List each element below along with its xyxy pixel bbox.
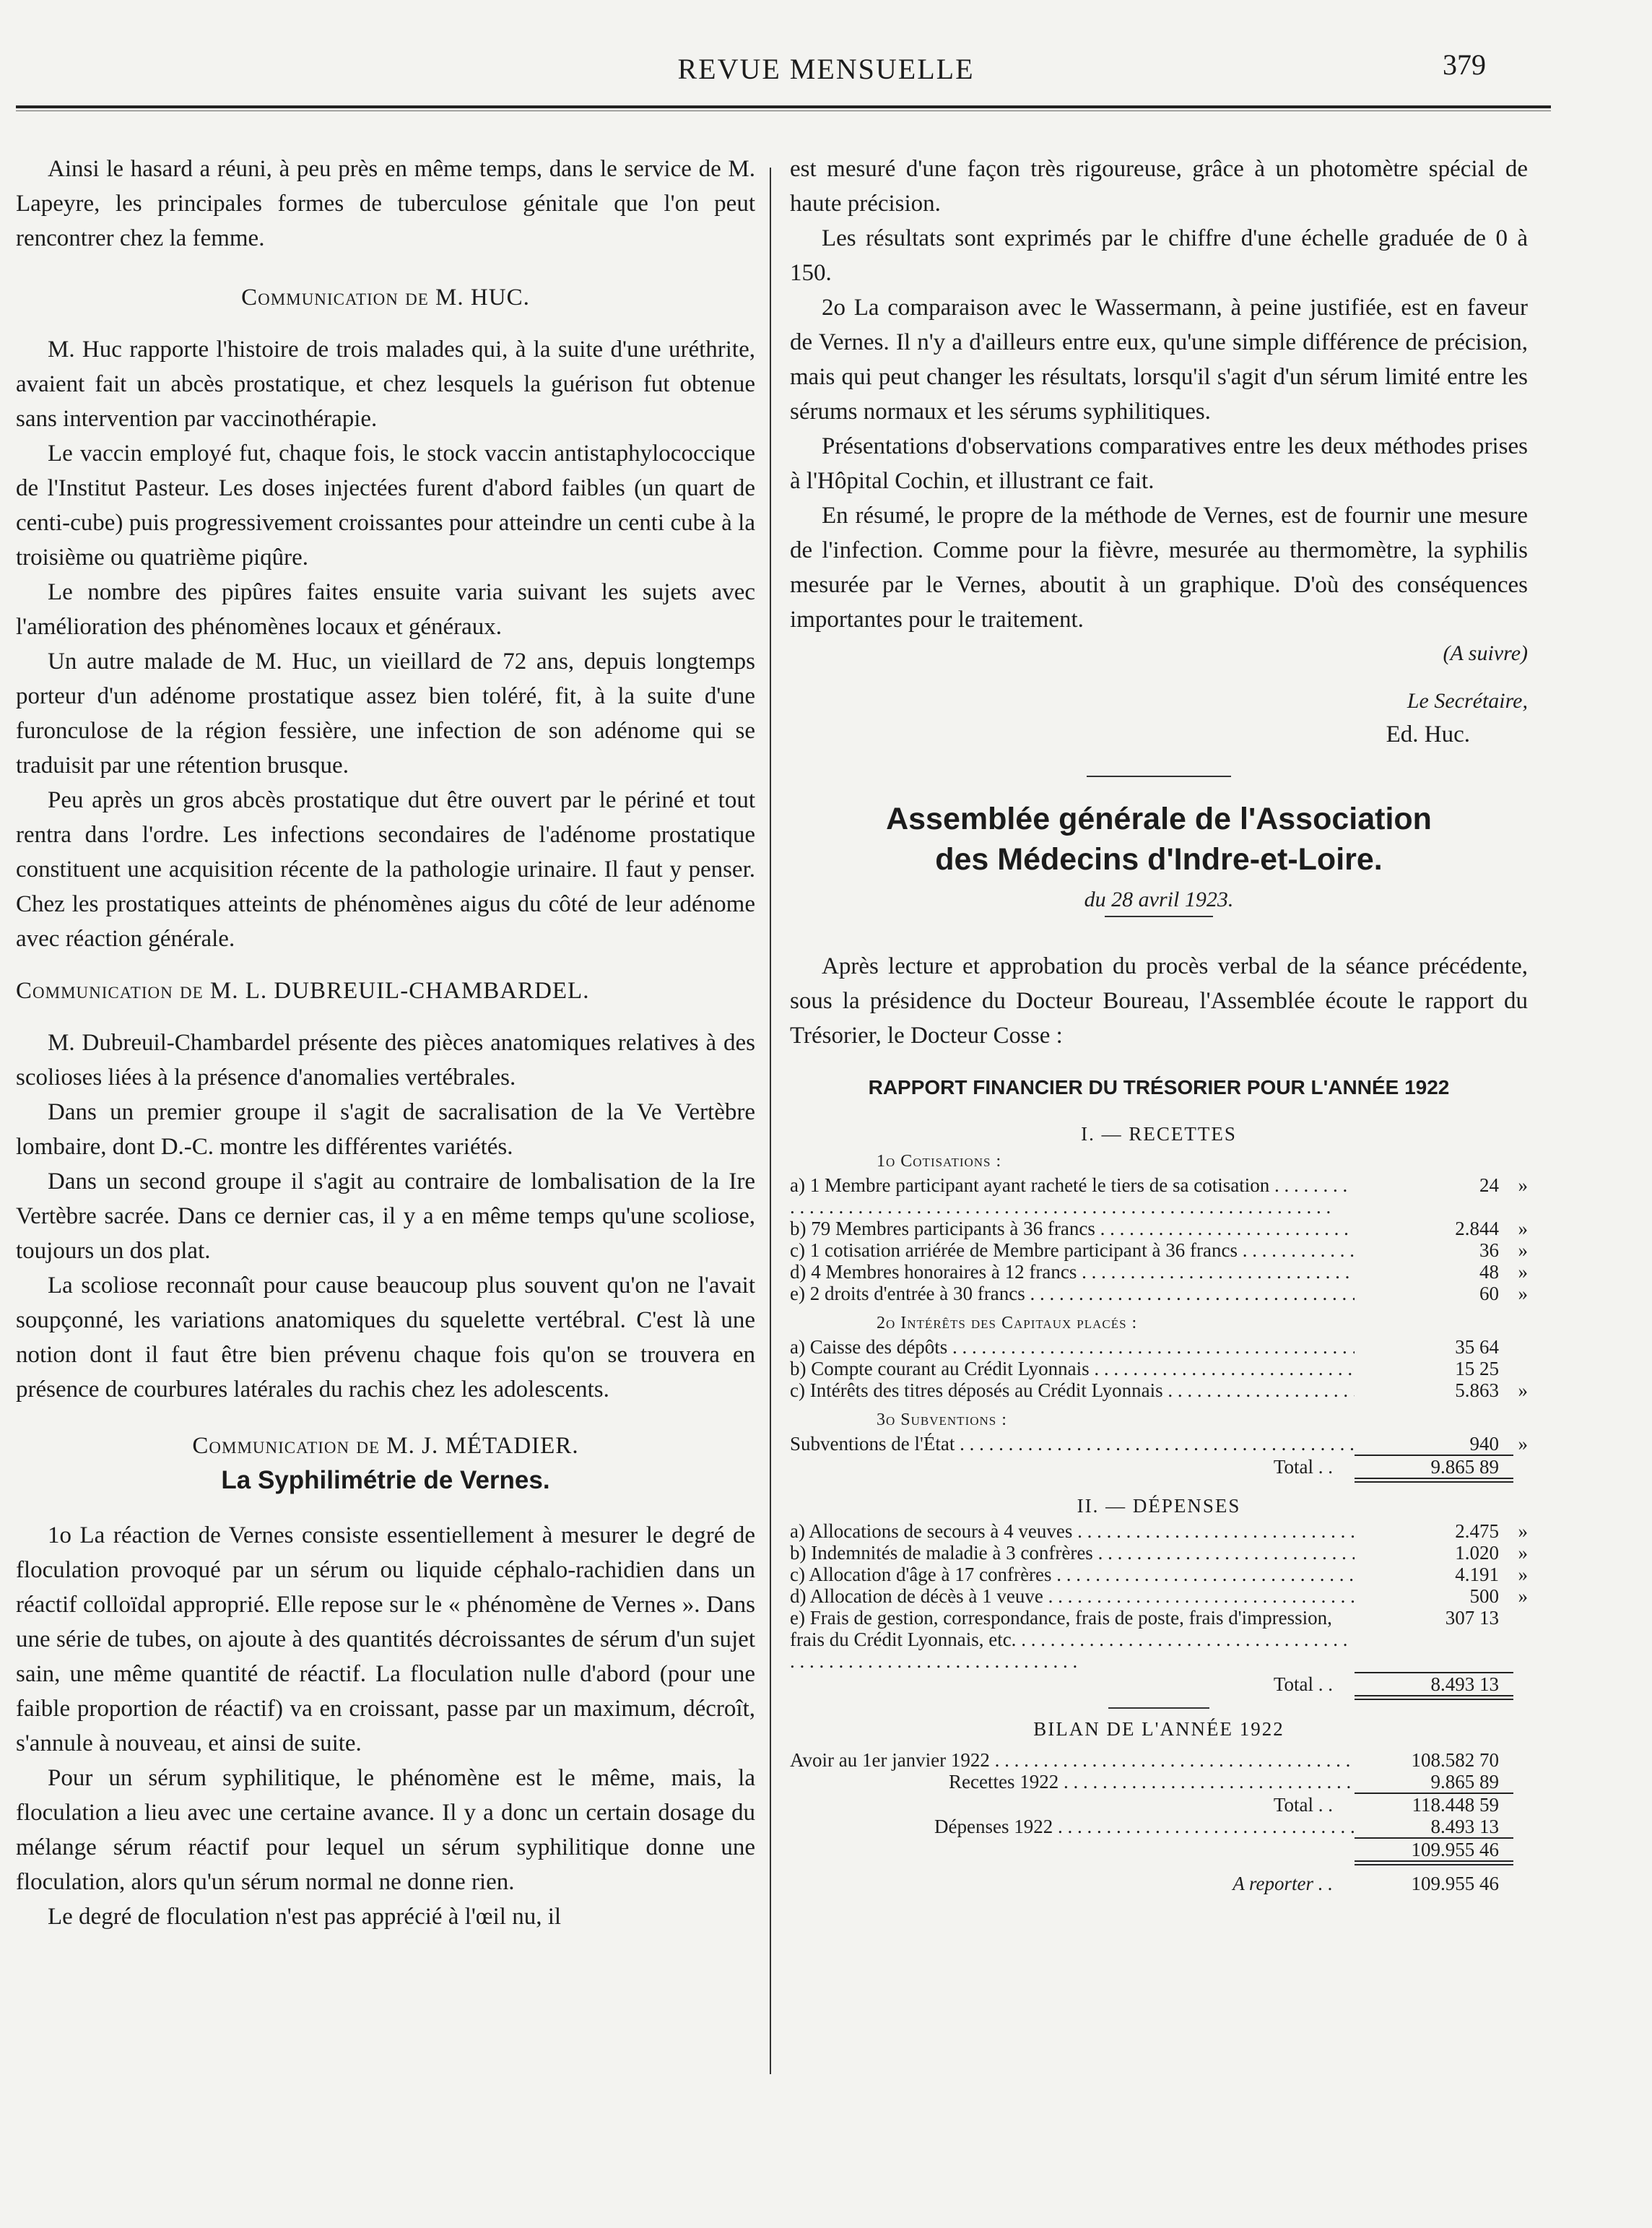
total-label: Total . . <box>790 1673 1355 1695</box>
fin-row <box>790 1174 1528 1218</box>
fin-row <box>790 1218 1528 1239</box>
metadier-article-title: La Syphilimétrie de Vernes. <box>221 1466 550 1494</box>
fin-amount: 307 13 <box>1445 1607 1499 1629</box>
huc-paragraph-1: M. Huc rapporte l'histoire de trois malades qui, à la suite d'une uréthrite, avaient fait un abcès prostatique, et chez lesquels la guérison fut obtenue sans intervention par vaccinothérapie. <box>16 337 755 432</box>
fin-amount: 36 <box>1479 1239 1499 1261</box>
fin-amount: 9.865 89 <box>1430 1771 1499 1793</box>
right-paragraph-2: Les résultats sont exprimés par le chiffre d'une échelle graduée de 0 à 150. <box>790 225 1528 286</box>
column-divider <box>770 168 771 2074</box>
fin-amount: 35 64 <box>1455 1336 1499 1358</box>
cotisations-heading: 1o Cotisations : <box>877 1152 1002 1171</box>
fin-label: c) 1 cotisation arriérée de Membre participant à 36 francs . . . <box>790 1239 1355 1261</box>
depenses-total: 8.493 13 <box>1430 1673 1499 1695</box>
fin-amount: 4.191 <box>1455 1564 1499 1585</box>
fin-amount: 108.582 70 <box>1411 1749 1499 1771</box>
depenses-heading: II. — DÉPENSES <box>1077 1495 1241 1517</box>
fin-unit <box>1499 1358 1528 1379</box>
assembly-date: du 28 avril 1923. <box>1084 888 1234 911</box>
metadier-paragraph-2: Pour un sérum syphilitique, le phénomène est le même, mais, la floculation a lieu avec une certaine avance. Il y a donc un certain dosage du mélange sérum réactif pour lequel un sérum syphilitique donne une floculation, alors qu'un sérum normal ne donne rien. <box>16 1765 755 1895</box>
fin-unit: » <box>1518 1174 1528 1196</box>
right-paragraph-4: Présentations d'observations comparatives entre les deux méthodes prises à l'Hôpital Cochin, et illustrant ce fait. <box>790 433 1528 494</box>
fin-row <box>790 1564 1528 1585</box>
fin-row <box>790 1336 1528 1358</box>
fin-row <box>790 1358 1528 1379</box>
signature-name: Ed. Huc. <box>1386 721 1470 747</box>
fin-unit: » <box>1518 1433 1528 1455</box>
fin-unit: » <box>1518 1585 1528 1607</box>
fin-label: Subventions de l'État . . . <box>790 1433 1355 1455</box>
fin-label: b) Compte courant au Crédit Lyonnais . . . <box>790 1358 1355 1379</box>
fin-amount: 1.020 <box>1455 1542 1499 1564</box>
subventions-heading: 3o Subventions : <box>877 1410 1007 1429</box>
fin-label: b) Indemnités de maladie à 3 confrères . . . <box>790 1542 1355 1564</box>
fin-amount: 2.475 <box>1455 1520 1499 1542</box>
recettes-total-row <box>790 1456 1528 1478</box>
fin-amount: 60 <box>1479 1283 1499 1304</box>
reporter-row <box>790 1873 1528 1894</box>
fin-label: c) Allocation d'âge à 17 confrères . . . <box>790 1564 1355 1585</box>
fin-row <box>790 1585 1528 1607</box>
reporter-amount: 109.955 46 <box>1411 1873 1499 1894</box>
fin-row <box>790 1542 1528 1564</box>
interets-heading: 2o Intérêts des Capitaux placés : <box>877 1314 1138 1332</box>
huc-section-heading: Communication de M. HUC. <box>241 285 530 311</box>
bilan-heading: BILAN DE L'ANNÉE 1922 <box>1033 1718 1284 1740</box>
metadier-paragraph-1: 1o La réaction de Vernes consiste essentiellement à mesurer le degré de floculation provoqué par un sérum ou liquide céphalo-rachidien dans un réactif colloïdal approprié. Elle repose sur le « phénomène de Vernes ». Dans une série de tubes, on ajoute à des quantités décroissantes de sérum d'un sujet sain, une même quantité de réactif. La floculation nulle d'abord (pour une faible proportion de réactif) va en croissant, passe par un maximum, décroît, s'annule à nouveau, et ainsi de suite. <box>16 1522 755 1756</box>
fin-unit: » <box>1518 1261 1528 1283</box>
huc-paragraph-2: Le vaccin employé fut, chaque fois, le stock vaccin antistaphylococcique de l'Institut Pasteur. Les doses injectées furent d'abord faibles (un quart de centi-cube) puis progressivement croissantes pour atteindre un centi cube à la troisième ou quatrième piqûre. <box>16 441 755 571</box>
fin-row <box>790 1749 1528 1771</box>
fin-unit: » <box>1518 1218 1528 1239</box>
fin-unit <box>1499 1336 1528 1358</box>
assembly-paragraph: Après lecture et approbation du procès verbal de la séance précédente, sous la présidence du Docteur Boureau, l'Assemblée écoute le rapport du Trésorier, le Docteur Cosse : <box>790 953 1528 1049</box>
total-double-rule <box>1355 1695 1513 1700</box>
fin-unit: » <box>1518 1520 1528 1542</box>
right-column <box>790 152 1528 1894</box>
huc-paragraph-3: Le nombre des pipûres faites ensuite varia suivant les sujets avec l'amélioration des phénomènes locaux et généraux. <box>16 579 755 640</box>
recettes-total: 9.865 89 <box>1430 1456 1499 1478</box>
fin-row <box>790 1283 1528 1304</box>
fin-label: Recettes 1922 . . . <box>790 1771 1355 1793</box>
huc-paragraph-4: Un autre malade de M. Huc, un vieillard de 72 ans, depuis longtemps porteur d'un adénome prostatique assez bien toléré, fit, à la suite d'une furonculose de la région fessière, une infection de son adénome qui se traduisit par une rétention brusque. <box>16 649 755 779</box>
fin-row <box>790 1239 1528 1261</box>
fin-label: a) Allocations de secours à 4 veuves . . . <box>790 1520 1355 1542</box>
metadier-paragraph-3: Le degré de floculation n'est pas apprécié à l'œil nu, il <box>48 1904 562 1930</box>
financial-report-title: RAPPORT FINANCIER DU TRÉSORIER POUR L'ANNÉE 1922 <box>868 1076 1450 1098</box>
fin-unit <box>1499 1607 1528 1672</box>
signature-role: Le Secrétaire, <box>1407 689 1528 713</box>
fin-label: d) 4 Membres honoraires à 12 francs . . . <box>790 1261 1355 1283</box>
fin-amount: 2.844 <box>1455 1218 1499 1239</box>
right-paragraph-1: est mesuré d'une façon très rigoureuse, grâce à un photomètre spécial de haute précision. <box>790 156 1528 217</box>
fin-label: d) Allocation de décès à 1 veuve . . . <box>790 1585 1355 1607</box>
huc-paragraph-5: Peu après un gros abcès prostatique dut être ouvert par le périné et tout rentra dans l'ordre. Les infections secondaires de l'adénome prostatique constituent une acquisition récente de la pathologie urinaire. Il faut y penser. Chez les prostatiques atteints de phénomènes aigus du côté de leur adénome avec réaction générale. <box>16 787 755 952</box>
fin-amount: 940 <box>1469 1433 1499 1455</box>
fin-label: a) Caisse des dépôts . . . <box>790 1336 1355 1358</box>
header-rule <box>16 105 1551 108</box>
left-column <box>16 152 755 1934</box>
fin-unit: » <box>1518 1283 1528 1304</box>
dubreuil-paragraph-2: Dans un premier groupe il s'agit de sacralisation de la Ve Vertèbre lombaire, dont D.-C. montre les différentes variétés. <box>16 1099 755 1160</box>
fin-amount: 15 25 <box>1455 1358 1499 1379</box>
total-label: Total . . <box>790 1456 1355 1478</box>
fin-label: c) Intérêts des titres déposés au Crédit Lyonnais . . . <box>790 1379 1355 1401</box>
fin-unit: » <box>1518 1564 1528 1585</box>
fin-row <box>790 1261 1528 1283</box>
fin-label: Dépenses 1922 . . . <box>790 1816 1355 1837</box>
fin-row <box>790 1379 1528 1401</box>
right-paragraph-5: En résumé, le propre de la méthode de Vernes, est de fournir une mesure de l'infection. Comme pour la fièvre, mesurée au thermomètre, la syphilis mesurée par le Vernes, aboutit à un graphique. D'où des conséquences importantes pour le traitement. <box>790 503 1528 633</box>
fin-amount: 8.493 13 <box>1430 1816 1499 1837</box>
fin-label: e) 2 droits d'entrée à 30 francs . . . <box>790 1283 1355 1304</box>
a-suivre-note: (A suivre) <box>1443 641 1528 665</box>
reporter-label: A reporter . . <box>790 1873 1355 1894</box>
fin-row <box>790 1771 1528 1793</box>
fin-row <box>790 1607 1528 1672</box>
fin-amount: 5.863 <box>1455 1379 1499 1401</box>
intro-paragraph: Ainsi le hasard a réuni, à peu près en même temps, dans le service de M. Lapeyre, les principales formes de tuberculose génitale que l'on peut rencontrer chez la femme. <box>16 156 755 251</box>
fin-label: b) 79 Membres participants à 36 francs . . . <box>790 1218 1355 1239</box>
fin-label: e) Frais de gestion, correspondance, frais de poste, frais d'impression, frais du Crédit Lyonnais, etc. . . . <box>790 1607 1355 1672</box>
assembly-title-line-1: Assemblée générale de l'Association <box>886 802 1432 836</box>
page-number: 379 <box>1443 48 1486 81</box>
fin-unit: » <box>1518 1542 1528 1564</box>
fin-unit: » <box>1518 1379 1528 1401</box>
assembly-title-line-2: des Médecins d'Indre-et-Loire. <box>935 842 1383 877</box>
fin-label: a) 1 Membre participant ayant racheté le tiers de sa cotisation . . . <box>790 1174 1355 1218</box>
fin-amount: 500 <box>1469 1585 1499 1607</box>
fin-unit: » <box>1518 1239 1528 1261</box>
fin-amount: 24 <box>1479 1174 1499 1196</box>
financial-table <box>790 1119 1528 1894</box>
recettes-heading: I. — RECETTES <box>1081 1123 1237 1145</box>
dubreuil-paragraph-1: M. Dubreuil-Chambardel présente des pièces anatomiques relatives à des scolioses liées à la présence d'anomalies vertébrales. <box>16 1030 755 1091</box>
bilan-result: 109.955 46 <box>1411 1839 1499 1860</box>
dubreuil-paragraph-4: La scoliose reconnaît pour cause beaucoup plus souvent qu'on ne l'avait soupçonné, les variations anatomiques du squelette vertébral. C'est là une notion dont il faut être bien prévenu chaque fois qu'on se trouvera en présence de courbures latérales du rachis chez les adolescents. <box>16 1273 755 1403</box>
metadier-section-heading: Communication de M. J. MÉTADIER. <box>192 1433 579 1459</box>
fin-row <box>790 1816 1528 1837</box>
fin-row <box>790 1520 1528 1542</box>
fin-label: Avoir au 1er janvier 1922 . . . <box>790 1749 1355 1771</box>
total-double-rule <box>1355 1478 1513 1483</box>
running-header-title: REVUE MENSUELLE <box>677 53 975 85</box>
fin-amount: 48 <box>1479 1261 1499 1283</box>
bilan-total-row <box>790 1794 1528 1816</box>
right-paragraph-3: 2o La comparaison avec le Wassermann, à peine justifiée, est en faveur de Vernes. Il n'y a d'ailleurs entre eux, qu'une simple différence de précision, mais qui peut changer les résultats, lorsqu'il s'agit d'un sérum limité entre les sérums normaux et les sérums syphilitiques. <box>790 295 1528 425</box>
dubreuil-paragraph-3: Dans un second groupe il s'agit au contraire de lombalisation de la Ire Vertèbre sacrée. Dans ce dernier cas, il y a en même temps qu'une scoliose, toujours un dos plat. <box>16 1169 755 1264</box>
total-double-rule <box>1355 1860 1513 1865</box>
dubreuil-section-heading: Communication de M. L. DUBREUIL-CHAMBARDEL. <box>16 978 590 1004</box>
fin-row <box>790 1433 1528 1455</box>
bilan-total: 118.448 59 <box>1412 1794 1499 1816</box>
total-label: Total . . <box>790 1794 1355 1816</box>
bilan-result-row <box>790 1839 1528 1860</box>
header-rule-thin <box>16 110 1551 111</box>
depenses-total-row <box>790 1673 1528 1695</box>
